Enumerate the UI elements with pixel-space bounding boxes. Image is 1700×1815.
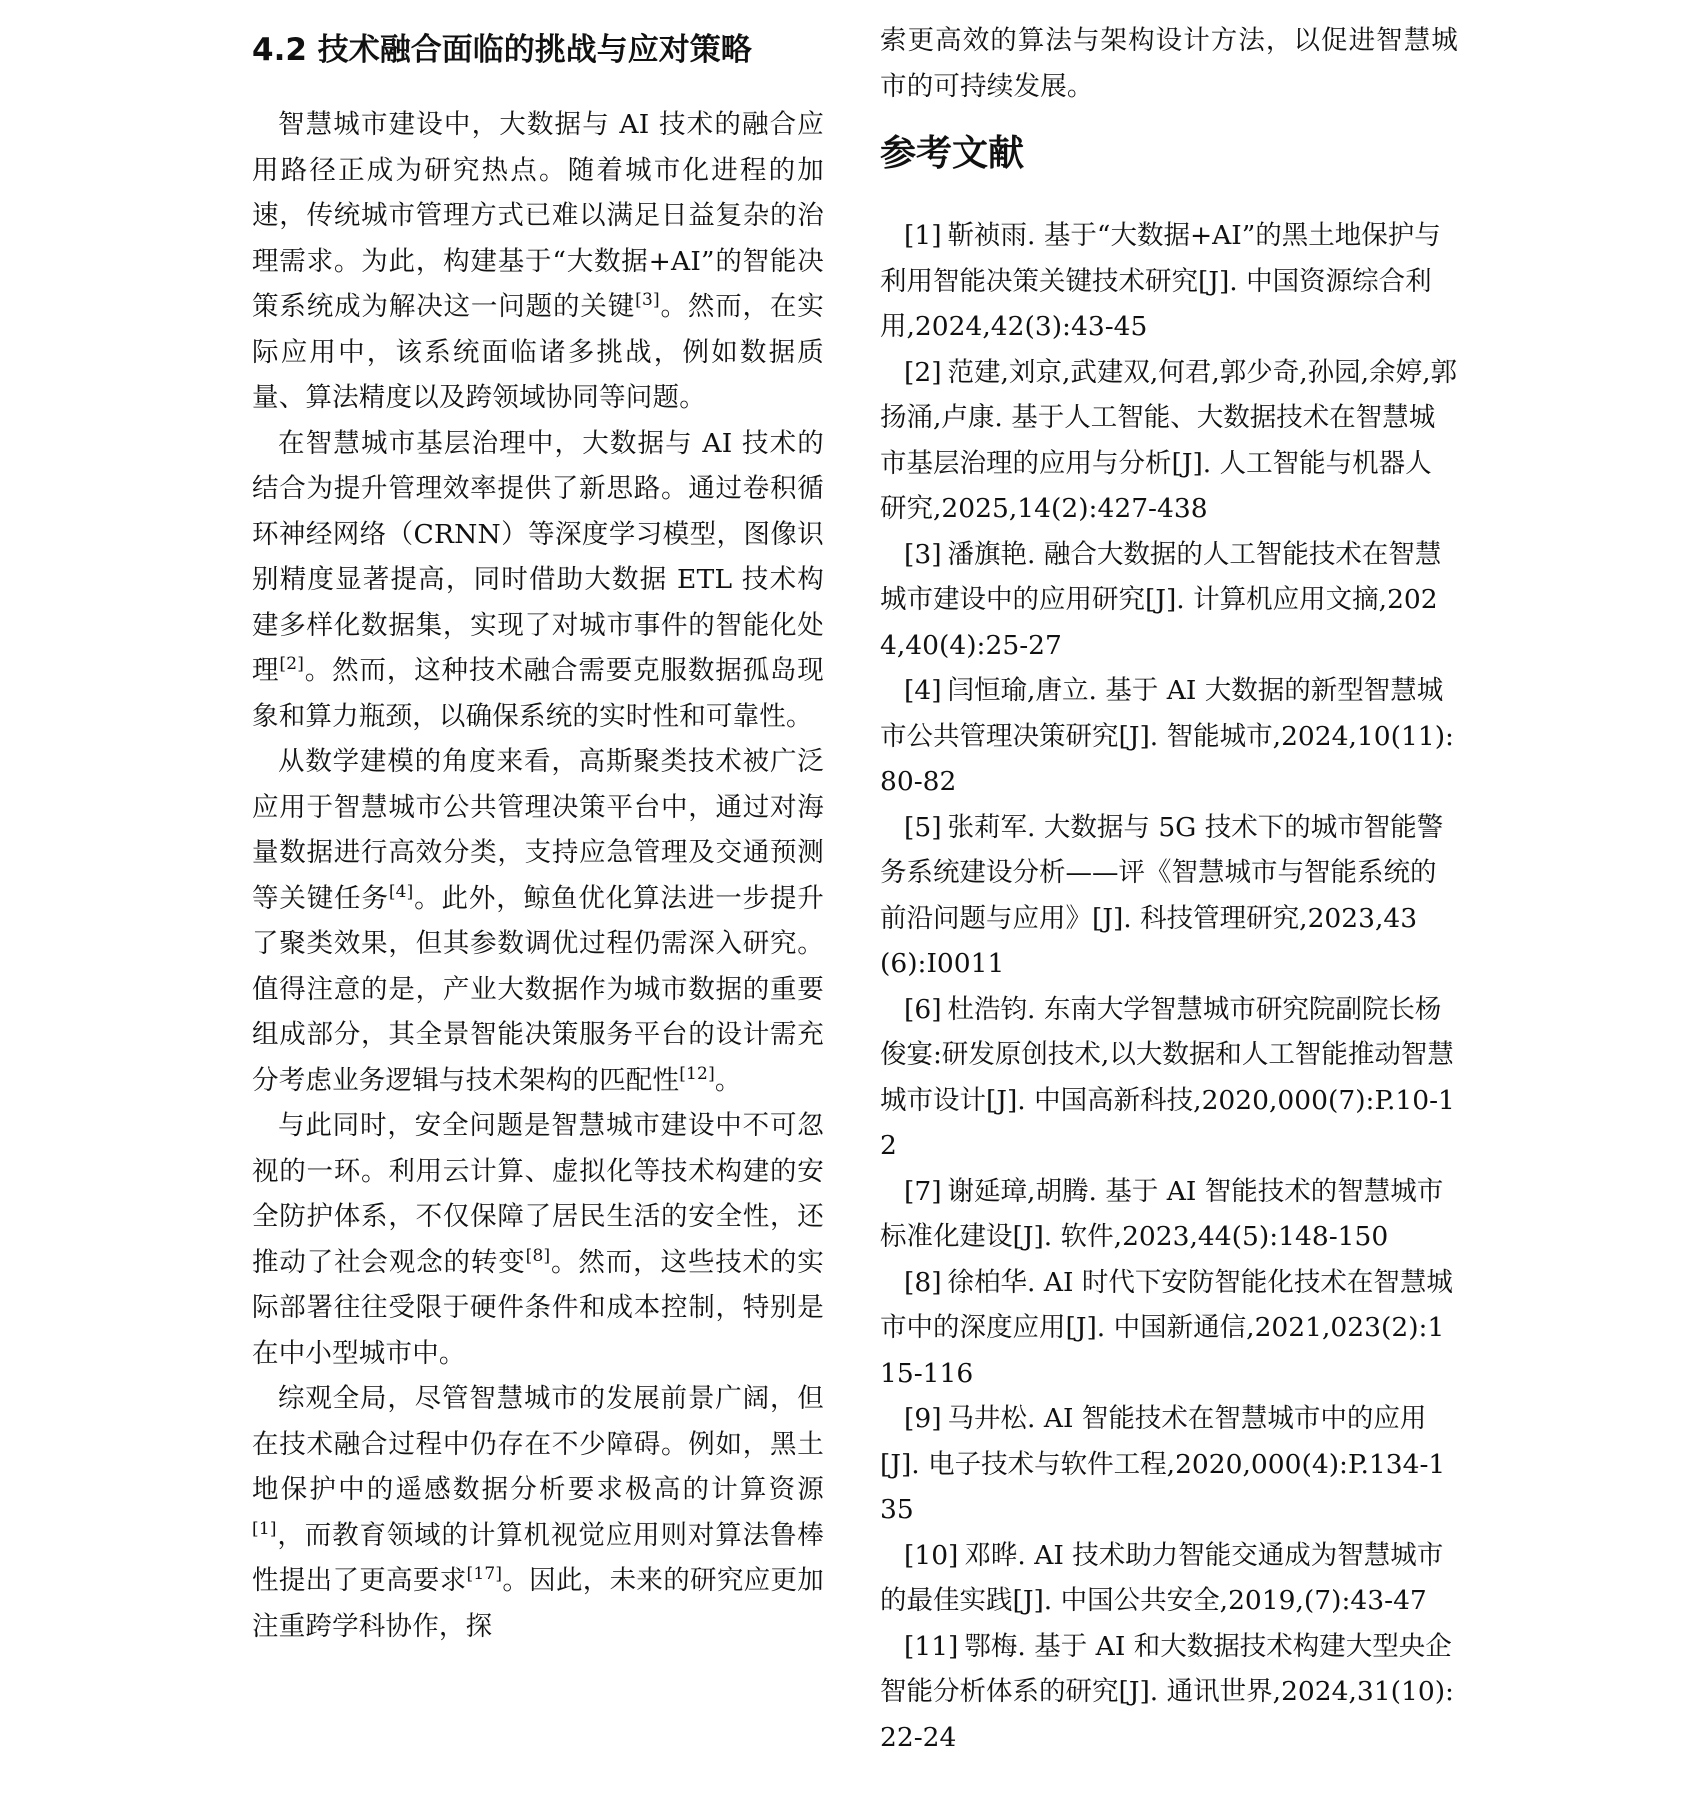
left-column (252, 18, 824, 1649)
reference-item (880, 213, 1458, 350)
reference-number: [7] (904, 1175, 942, 1207)
references-title: 参考文献 (880, 133, 1025, 174)
paragraph-text: 。此外，鲸鱼优化算法进一步提升了聚类效果，但其参数调优过程仍需深入研究。值得注意的是，产业大数据作为城市数据的重要组成部分，其全景智能决策服务平台的设计需充分考虑业务逻辑与技术架构的匹配性 (252, 882, 824, 1096)
reference-number: [8] (904, 1266, 942, 1298)
reference-item (880, 1260, 1458, 1397)
paragraph-1 (252, 102, 824, 421)
reference-number: [6] (904, 993, 942, 1025)
reference-item (880, 1533, 1458, 1624)
reference-number: [2] (904, 356, 942, 388)
paragraph-text: 。然而，这些技术的实际部署往往受限于硬件条件和成本控制，特别是在中小型城市中。 (252, 1246, 824, 1369)
paragraph-2 (252, 421, 824, 740)
reference-number: [10] (904, 1539, 959, 1571)
reference-item (880, 987, 1458, 1169)
reference-number: [1] (904, 220, 942, 251)
reference-text: 范建,刘京,武建双,何君,郭少奇,孙园,余婷,郭扬涌,卢康. 基于人工智能、大数据技术在智慧城市基层治理的应用与分析[J]. 人工智能与机器人研究,2025,14(2):427-438 (880, 356, 1458, 524)
right-column (880, 18, 1458, 1760)
reference-item (880, 1169, 1458, 1260)
reference-item (880, 350, 1458, 532)
citation-link[interactable]: [17] (466, 1564, 503, 1585)
reference-text: 邓晔. AI 技术助力智能交通成为智慧城市的最佳实践[J]. 中国公共安全,2019,(7):43-47 (880, 1539, 1444, 1616)
reference-item (880, 1396, 1458, 1533)
reference-text: 鄂梅. 基于 AI 和大数据技术构建大型央企智能分析体系的研究[J]. 通讯世界,2024,31(10):22-24 (880, 1630, 1454, 1753)
citation-link[interactable]: [1] (252, 1518, 277, 1539)
reference-text: 谢延璋,胡腾. 基于 AI 智能技术的智慧城市标准化建设[J]. 软件,2023,44(5):148-150 (880, 1175, 1444, 1252)
paragraph-text: 。因此，未来的研究应更加注重跨学科协作，探 (252, 1565, 824, 1642)
paragraph-text: 综观全局，尽管智慧城市的发展前景广阔，但在技术融合过程中仍存在不少障碍。例如，黑土地保护中的遥感数据分析要求极高的计算资源 (252, 1383, 824, 1505)
reference-text: 潘旗艳. 融合大数据的人工智能技术在智慧城市建设中的应用研究[J]. 计算机应用文摘,2024,40(4):25-27 (880, 538, 1442, 661)
reference-number: [5] (904, 811, 942, 843)
paragraph-4 (252, 1103, 824, 1376)
reference-number: [11] (904, 1630, 959, 1662)
reference-item (880, 1624, 1458, 1761)
paragraph-text: 在智慧城市基层治理中，大数据与 AI 技术的结合为提升管理效率提供了新思路。通过卷积循环神经网络（CRNN）等深度学习模型，图像识别精度显著提高，同时借助大数据 ETL 技术构建多样化数据集，实现了对城市事件的智能化处理 (252, 427, 824, 686)
section-title: 4.2 技术融合面临的挑战与应对策略 (252, 32, 752, 68)
continued-paragraph: 索更高效的算法与架构设计方法，以促进智慧城市的可持续发展。 (880, 25, 1458, 102)
citation-link[interactable]: [12] (679, 1063, 715, 1084)
reference-number: [3] (904, 538, 942, 570)
paragraph-text: 与此同时，安全问题是智慧城市建设中不可忽视的一环。利用云计算、虚拟化等技术构建的安全防护体系，不仅保障了居民生活的安全性，还推动了社会观念的转变 (252, 1110, 824, 1278)
paragraph-text: 。 (714, 1064, 742, 1096)
reference-number: [9] (904, 1403, 942, 1434)
paragraph-text: 。然而，在实际应用中，该系统面临诸多挑战，例如数据质量、算法精度以及跨领域协同等问题。 (252, 291, 824, 413)
reference-text: 徐柏华. AI 时代下安防智能化技术在智慧城市中的深度应用[J]. 中国新通信,2021,023(2):115-116 (880, 1266, 1453, 1389)
reference-text: 马井松. AI 智能技术在智慧城市中的应用[J]. 电子技术与软件工程,2020,000(4):P.134-135 (880, 1403, 1446, 1525)
reference-item (880, 668, 1458, 805)
citation-link[interactable]: [4] (388, 881, 414, 902)
reference-item (880, 805, 1458, 987)
paragraph-text: 。然而，这种技术融合需要克服数据孤岛现象和算力瓶颈，以确保系统的实时性和可靠性。 (252, 655, 824, 732)
paragraph-5 (252, 1376, 824, 1649)
paragraph-text: ，而教育领域的计算机视觉应用则对算法鲁棒性提出了更高要求 (252, 1519, 824, 1596)
paragraph-3 (252, 739, 824, 1103)
reference-number: [4] (904, 675, 942, 706)
reference-item (880, 532, 1458, 669)
paragraph-text: 从数学建模的角度来看，高斯聚类技术被广泛应用于智慧城市公共管理决策平台中，通过对海量数据进行高效分类，支持应急管理及交通预测等关键任务 (252, 746, 824, 914)
reference-text: 闫恒瑜,唐立. 基于 AI 大数据的新型智慧城市公共管理决策研究[J]. 智能城市,2024,10(11):80-82 (880, 675, 1454, 797)
reference-list (880, 213, 1458, 1760)
citation-link[interactable]: [2] (279, 654, 305, 675)
reference-text: 杜浩钧. 东南大学智慧城市研究院副院长杨俊宴:研发原创技术,以大数据和人工智能推动智慧城市设计[J]. 中国高新科技,2020,000(7):P.10-12 (880, 993, 1455, 1161)
reference-text: 张莉军. 大数据与 5G 技术下的城市智能警务系统建设分析——评《智慧城市与智能系统的前沿问题与应用》[J]. 科技管理研究,2023,43(6):I0011 (880, 811, 1444, 979)
citation-link[interactable]: [3] (635, 290, 660, 311)
citation-link[interactable]: [8] (525, 1245, 551, 1266)
reference-text: 靳祯雨. 基于“大数据+AI”的黑土地保护与利用智能决策关键技术研究[J]. 中国资源综合利用,2024,42(3):43-45 (880, 220, 1441, 342)
paragraph-text: 智慧城市建设中，大数据与 AI 技术的融合应用路径正成为研究热点。随着城市化进程的加速，传统城市管理方式已难以满足日益复杂的治理需求。为此，构建基于“大数据+AI”的智能决策系统成为解决这一问题的关键 (252, 109, 824, 322)
